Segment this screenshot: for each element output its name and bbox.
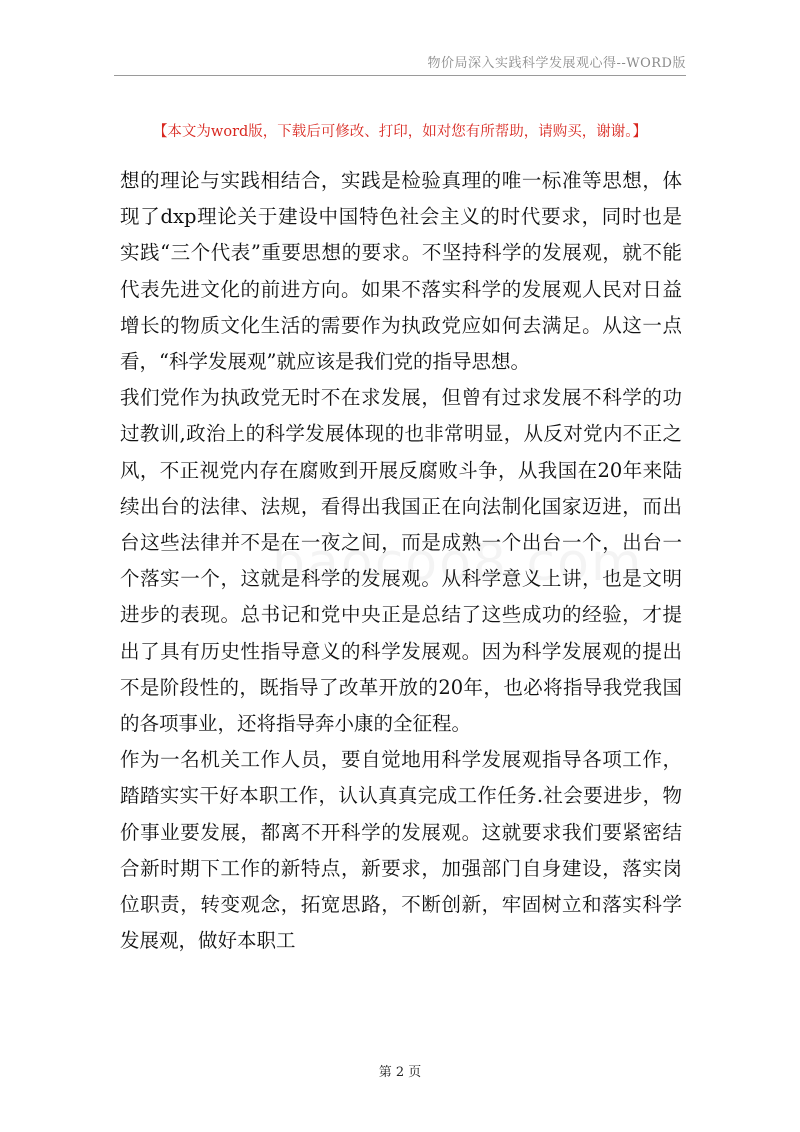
page-number: 第 2 页	[378, 1065, 422, 1080]
body-paragraph-3: 作为一名机关工作人员，要自觉地用科学发展观指导各项工作，踏踏实实干好本职工作，认认真真完成工作任务.社会要进步，物价事业要发展，都离不开科学的发展观。这就要求我们要紧密结合新时期下工作的新特点，新要求，加强部门自身建设，落实岗位职责，转变观念，拓宽思路，不断创新，牢固树立和落实科学发展观，做好本职工	[120, 748, 682, 953]
document-header-title: 物价局深入实践科学发展观心得--WORD版	[427, 56, 686, 71]
body-paragraph-2: 我们党作为执政党无时不在求发展，但曾有过求发展不科学的功过教训,政治上的科学发展体现的也非常明显，从反对党内不正之风，不正视党内存在腐败到开展反腐败斗争，从我国在20年来陆续出台的法律、法规，看得出我国正在向法制化国家迈进，而出台这些法律并不是在一夜之间，而是成熟一个出台一个，出台一个落实一个，这就是科学的发展观。从科学意义上讲，也是文明进步的表现。总书记和党中央正是总结了这些成功的经验，才提出了具有历史性指导意义的科学发展观。因为科学发展观的提出不是阶段性的，既指导了改革开放的20年，也必将指导我党我国的各项事业，还将指导奔小康的全征程。	[120, 386, 682, 736]
purchase-notice: 【本文为word版，下载后可修改、打印，如对您有所帮助，请购买，谢谢。】	[152, 124, 648, 140]
body-paragraph-1: 想的理论与实践相结合，实践是检验真理的唯一标准等思想，体现了dxp理论关于建设中国特色社会主义的时代要求，同时也是实践“三个代表”重要思想的要求。不坚持科学的发展观，就不能代表先进文化的前进方向。如果不落实科学的发展观人民对日益增长的物质文化生活的需要作为执政党应如何去满足。从这一点看，“科学发展观”就应该是我们党的指导思想。	[120, 169, 682, 374]
document-body	[120, 163, 682, 959]
header-divider	[114, 75, 686, 76]
